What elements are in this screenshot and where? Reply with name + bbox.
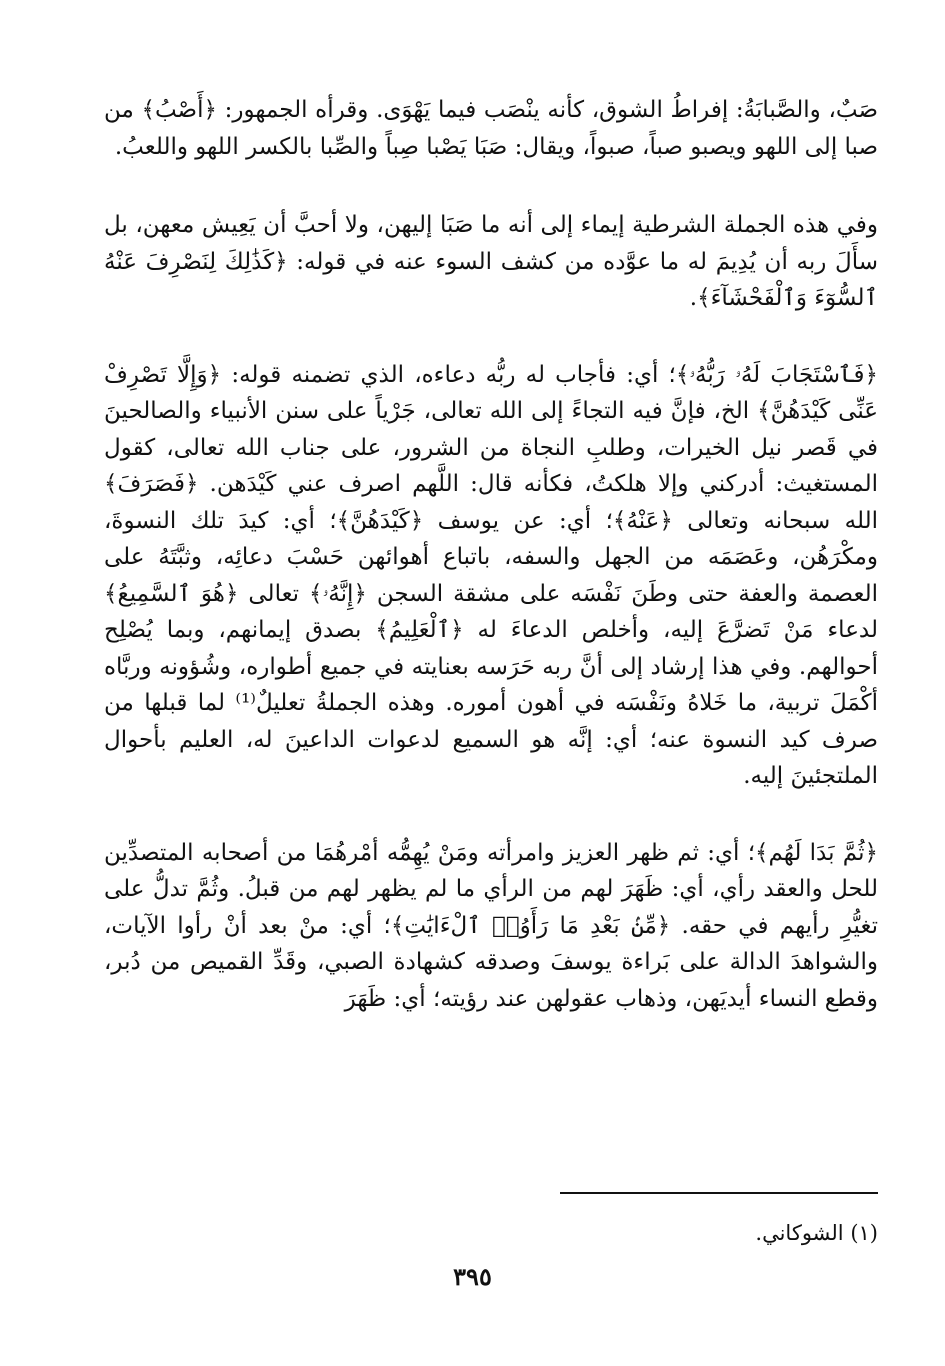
paragraph-1: صَبٌ، والصَّبابَةُ: إفراطُ الشوق، كأنه ينْصَب فيما يَهْوَى. وقرأه الجمهور: ﴿أَصْبُ﴾ من صبا إلى اللهو ويصبو صباً، صبواً، ويقال: صَبَا يَصْبا صِباً والصِّبا بالكسر اللهو واللعبُ. [104,97,878,160]
paragraph-4: ﴿ثُمَّ بَدَا لَهُم﴾؛ أي: ثم ظهر العزيز وامرأته ومَنْ يُهِمُّه أمْرهُمَا من أصحابه المتصدِّين للحل والعقد رأي، أي: ظَهَرَ لهم من الرأي ما لم يظهر لهم من قبلُ. وثُمَّ تدلُّ على تغيُّرِ رأيهم في حقه. ﴿مِّنۢ بَعْدِ مَا رَأَوُا۟ ٱلْءَايَٰتِ﴾؛ أي: منْ بعد أنْ رأوا الآيات، والشواهدَ الدالة على بَراءة يوسفَ وصدقه كشهادة الصبي، وقَدِّ القميص من دُبر، وقطع النساء أيديَهن، وذهاب عقولهن عند رؤيته؛ أي: ظَهَرَ [104,839,878,1012]
paragraph-2: وفي هذه الجملة الشرطية إيماء إلى أنه ما صَبَا إليهن، ولا أحبَّ أن يَعِيش معهن، بل سأَلَ ربه أن يُدِيمَ له ما عوَّده من كشف السوء عنه في قوله: ﴿كَذَٰلِكَ لِنَصْرِفَ عَنْهُ ٱلسُّوٓءَ وَٱلْفَحْشَآءَ﴾. [104,212,878,311]
footnote: (١) الشوكاني. [755,1221,878,1245]
page-body [104,92,878,1017]
footnote-divider [560,1192,878,1194]
page-number: ٣٩٥ [453,1262,492,1291]
paragraph-3: ﴿فَٱسْتَجَابَ لَهُۥ رَبُّهُۥ﴾؛ أي: فأجاب له ربُّه دعاءه، الذي تضمنه قوله: ﴿وَإِلَّا تَصْرِفْ عَنِّى كَيْدَهُنَّ﴾ الخ، فإنَّ فيه التجاءً إلى الله تعالى، جَرْياً على سنن الأنبياء والصالحينَ في قَصر نيل الخيرات، وطلبِ النجاة من الشرور، على جناب الله تعالى، كقول المستغيث: أدركني وإلا هلكتُ، فكأنه قال: اللَّهم اصرف عني كَيْدَهن. ﴿فَصَرَفَ﴾ الله سبحانه وتعالى ﴿عَنْهُ﴾؛ أي: عن يوسف ﴿كَيْدَهُنَّ﴾؛ أي: كيدَ تلك النسوةَ، ومكْرَهُن، وعَصَمَه من الجهل والسفه، باتباع أهوائهن حَسْبَ دعائِه، وثبَّتَهُ على العصمة والعفة حتى وطَنَ نَفْسَه على مشقة السجن ﴿إِنَّهُۥ﴾ تعالى ﴿هُوَ ٱلسَّمِيعُ﴾ لدعاء مَنْ تَضرَّعَ إليه، وأخلص الدعاءَ له ﴿ٱلْعَلِيمُ﴾ بصدق إيمانهم، وبما يُصْلِح أحوالهم. وفي هذا إرشاد إلى أنَّ ربه حَرَسه بعنايته في جميع أطواره، وشُؤونه وربَّاه أكْمَلَ تربية، ما خَلاهُ ونَفْسَه في أهون أموره. وهذه الجملةُ تعليلٌ⁽¹⁾ لما قبلها من صرف كيد النسوة عنه؛ أي: إنَّه هو السميع لدعوات الداعينَ له، العليم بأحوال الملتجئينَ إليه. [104,361,878,789]
